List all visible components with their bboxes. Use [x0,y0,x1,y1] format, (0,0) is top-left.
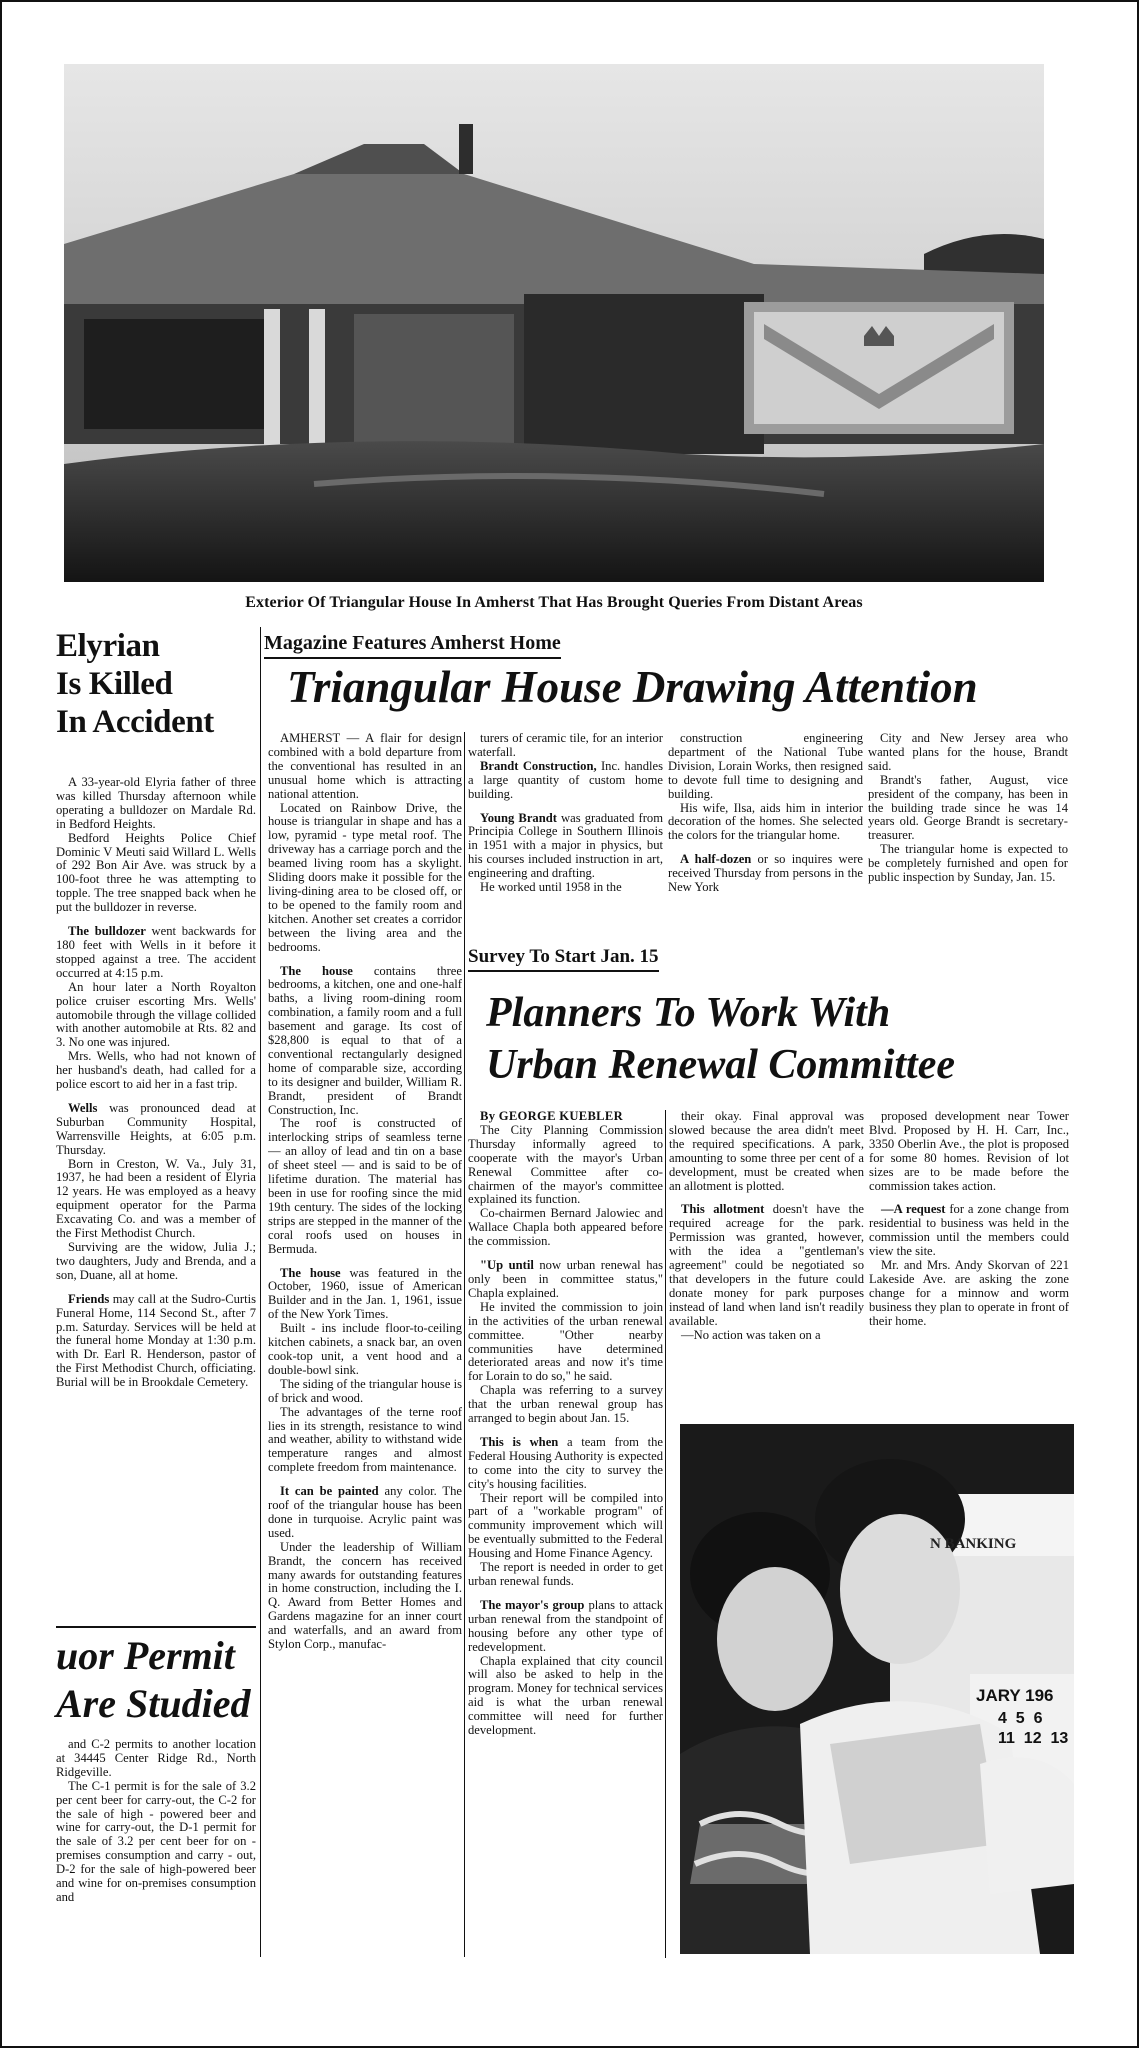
paragraph: "Up until now urban renewal has only been in committee status," Chapla explained. [468,1258,663,1300]
column-divider [464,732,465,1957]
house-exterior-photo [64,64,1044,582]
paragraph: Young Brandt was graduated from Principia College in Southern Illinois in 1951 with a major in physics, but his courses included instruction in art, engineering and drafting. [468,810,663,881]
liquor-story-text [56,1738,256,1960]
paragraph: Under the leadership of William Brandt, the concern has received many awards for outstanding features in home construction, including the I. Q. Award from Better Homes and Gardens magazine for an inner court and waterfalls, and an award from Stylon Corp., manufac- [268,1539,462,1652]
paragraph: The mayor's group plans to attack urban renewal from the standpoint of housing before any other type of redevelopment. [468,1597,663,1654]
paragraph: Chapla was referring to a survey that the urban renewal group has arranged to begin about Jan. 15. [468,1383,663,1426]
paragraph: This is when a team from the Federal Housing Authority is expected to come into the city to survey the city's housing facilities. [468,1434,663,1491]
paragraph: —No action was taken on a [681,1327,821,1342]
paragraph: Built - ins include floor-to-ceiling kitchen cabinets, a snack bar, an oven cook-top unit, a vent hood and a double-bowl sink. [268,1321,462,1377]
column-divider [260,627,261,1957]
paragraph: The siding of the triangular house is of brick and wood. [268,1376,462,1405]
byline: By GEORGE KUEBLER [480,1110,623,1123]
planners-kicker: Survey To Start Jan. 15 [468,946,659,972]
paragraph: The bulldozer went backwards for 180 feet with Wells in it before it stopped against a tree. The accident occurred at 4:15 p.m. [56,924,256,980]
column-divider [665,1110,666,1958]
column-rule [56,1626,256,1628]
paragraph: An hour later a North Royalton police cruiser escorting Mrs. Wells' automobile through the village collided with another automobile at Rts. 82 and 3. No one was injured. [56,979,256,1050]
paragraph: It can be painted any color. The roof of the triangular house has been done in turquoise. Acrylic paint was used. [268,1484,462,1540]
house-col-4 [868,732,1068,982]
paragraph: proposed development near Tower Blvd. Proposed by H. H. Carr, Inc., 3350 Oberlin Ave., the plot is proposed for some 80 homes. Revision of lot sizes are to be made before the commission takes action. [869,1110,1069,1193]
planners-headline-line: Urban Renewal Committee [486,1042,956,1088]
paragraph: The triangular home is expected to be completely furnished and open for public inspection by Sunday, Jan. 15. [868,842,1068,885]
paragraph: Born in Creston, W. Va., July 31, 1937, he had been a resident of Elyria 12 years. He was employed as a heavy equipment operator for the Parma Excavating Co. and was a member of the First Methodist Church. [56,1156,256,1241]
liquor-headline-line: uor Permit [56,1633,235,1678]
elyrian-headline-line: In Accident [56,704,214,740]
liquor-headline [56,1632,261,1728]
paragraph: Bedford Heights Police Chief Dominic V Meuti said Willard L. Wells of 292 Bon Air Ave. was struck by a 100-foot three he was attempting to topple. The tree snapped back when he put the bulldozer in reverse. [56,830,256,915]
liquor-headline-line: Are Studied [56,1681,251,1726]
house-kicker: Magazine Features Amherst Home [264,632,561,659]
elyrian-headline-line: Elyrian [56,628,160,664]
paragraph: The advantages of the terne roof lies in its strength, resistance to wind and weather, ability to withstand wide temperature ranges and almost complete freedom from maintenance. [268,1404,462,1475]
paragraph: construction engineering department of the National Tube Division, Lorain Works, then resigned to devote full time to designing and building. [668,732,863,801]
paragraph: City and New Jersey area who wanted plans for the house, Brandt said. [868,732,1068,773]
paragraph: The house contains three bedrooms, a kitchen, one and one-half baths, a living room-dining room combination, a family room and a full basement and garage. Its cost of $28,800 is equal to that of a conventional rectangularly designed home of comparable size, according to its designer and builder, William R. Brandt, president of Brandt Construction, Inc. [268,963,462,1117]
paragraph: Mr. and Mrs. Andy Skorvan of 221 Lakeside Ave. are asking the zone change for a minnow and worm business they plan to operate in front of their home. [869,1258,1069,1328]
paragraph: His wife, Ilsa, aids him in interior decoration of the homes. She selected the colors for the triangular home. [668,800,863,843]
paragraph: their okay. Final approval was slowed because the area didn't meet the required specifications. A park, amounting to some three per cent of a development, must be created when an allotment is plotted. [669,1110,864,1193]
paragraph: Mrs. Wells, who had not known of her husband's death, had called for a police escort to aid her in a fast trip. [56,1049,256,1092]
elyrian-headline [56,627,256,741]
planners-col-1 [468,1110,663,1960]
paragraph: He invited the commission to join in the activities of the urban renewal committee. "Other nearby communities have determined deteriorated areas and now it's time for Lorain to do so," he said. [468,1299,663,1384]
elyrian-headline-line: Is Killed [56,666,173,702]
photo-calendar-row: 11 12 13 [998,1730,1069,1747]
paragraph: Brandt Construction, Inc. handles a large quantity of custom home building. [468,758,663,801]
paragraph: The house was featured in the October, 1960, issue of American Builder and in the Jan. 1, 1961, issue of the New York Times. [268,1265,462,1322]
paragraph: —A request for a zone change from residential to business was held in the commission until the members could view the site. [869,1202,1069,1259]
paragraph: Friends may call at the Sudro-Curtis Funeral Home, 114 Second St., after 7 p.m. Saturday. Services will be held at the funeral home Monday at 1:30 p.m. with Dr. Earl R. Henderson, pastor of the First Methodist Church, officiating. Burial will be in Brookdale Cemetery. [56,1291,256,1390]
paragraph: Wells was pronounced dead at Suburban Community Hospital, Warrensville Heights, at 6:05 p.m. Thursday. [56,1100,256,1157]
photo-sign-text: N BANKING [930,1536,1017,1552]
house-col-3 [668,732,863,982]
house-col-2 [468,732,663,982]
paragraph: This allotment doesn't have the required acreage for the park. Permission was granted, however, with the idea a "gentleman's agreement" could be negotiated so that developers in the future could donate money for park purposes instead of land when land isn't readily available. [669,1202,864,1328]
paragraph: Located on Rainbow Drive, the house is triangular in shape and has a low, pyramid - type metal roof. The driveway has a carriage porch and the beamed living room has a skylight. Sliding doors make it possible for the living-dining area to be closed off, or to be opened to the family room and kitchen. Another set creates a corridor between the living area and the bedrooms. [268,800,462,954]
photo-calendar-row: 4 5 6 [998,1710,1043,1727]
paragraph: A 33-year-old Elyria father of three was killed Thursday afternoon while operating a bulldozer on Mardale Rd. in Bedford Heights. [56,776,256,831]
planners-col-3 [869,1110,1069,1400]
paragraph: The C-1 permit is for the sale of 3.2 per cent beer for carry-out, the C-2 for the sale of high - powered beer and wine for carry-out, the D-1 permit for the sale of 3.2 per cent beer for on - premises consumption and carry - out, D-2 for the sale of high-powered beer and wine for on-premises consumption and [56,1778,256,1904]
house-headline: Triangular House Drawing Attention [287,662,978,712]
paragraph: Their report will be compiled into part of a "workable program" of community improvement which will be eventually submitted to the Federal Housing and Home Finance Agency. [468,1490,663,1561]
paragraph: Brandt's father, August, vice president of the company, has been in the building trade since he was 14 years old. George Brandt is secretary-treasurer. [868,772,1068,843]
planners-headline-line: Planners To Work With [486,990,891,1036]
paragraph: and C-2 permits to another location at 34445 Center Ridge Rd., North Ridgeville. [56,1738,256,1779]
house-col-1 [268,732,462,1962]
elyrian-story-text [56,776,256,1622]
paragraph: Surviving are the widow, Julia J.; two daughters, Judy and Brenda, and a son, Duane, all at home. [56,1240,256,1282]
paragraph: AMHERST — A flair for design combined with a bold departure from the conventional has resulted in an unusual home which is attracting national attention. [268,732,462,801]
planners-headline [486,987,1086,1091]
planners-col-2 [669,1110,864,1400]
paragraph: turers of ceramic tile, for an interior waterfall. [468,732,663,759]
children-photo [680,1424,1074,1954]
paragraph: The City Planning Commission Thursday informally agreed to cooperate with the mayor's Urban Renewal Committee after co-chairmen of the mayor's committee explained its function. [468,1122,663,1207]
photo-caption: Exterior Of Triangular House In Amherst That Has Brought Queries From Distant Areas [245,594,863,611]
paragraph: He worked until 1958 in the [480,880,622,895]
paragraph: The report is needed in order to get urban renewal funds. [468,1560,663,1588]
photo-calendar-month: JARY 196 [976,1686,1054,1705]
paragraph: Co-chairmen Bernard Jalowiec and Wallace Chapla both appeared before the commission. [468,1206,663,1249]
paragraph: The roof is constructed of interlocking strips of seamless terne — an alloy of lead and tin on a base of sheet steel — and is said to be of lifetime duration. The material has been in use for roofing since the mid 19th century. The sides of the locking strips are stepped in the manner of the coral roofs used on houses in Bermuda. [268,1116,462,1256]
house-photo-image [64,64,1044,582]
paragraph: Chapla explained that city council will also be asked to help in the program. Money for technical services aid is what the urban renewal committee will need for further development. [468,1653,663,1738]
paragraph: A half-dozen or so inquires were received Thursday from persons in the New York [668,852,863,895]
